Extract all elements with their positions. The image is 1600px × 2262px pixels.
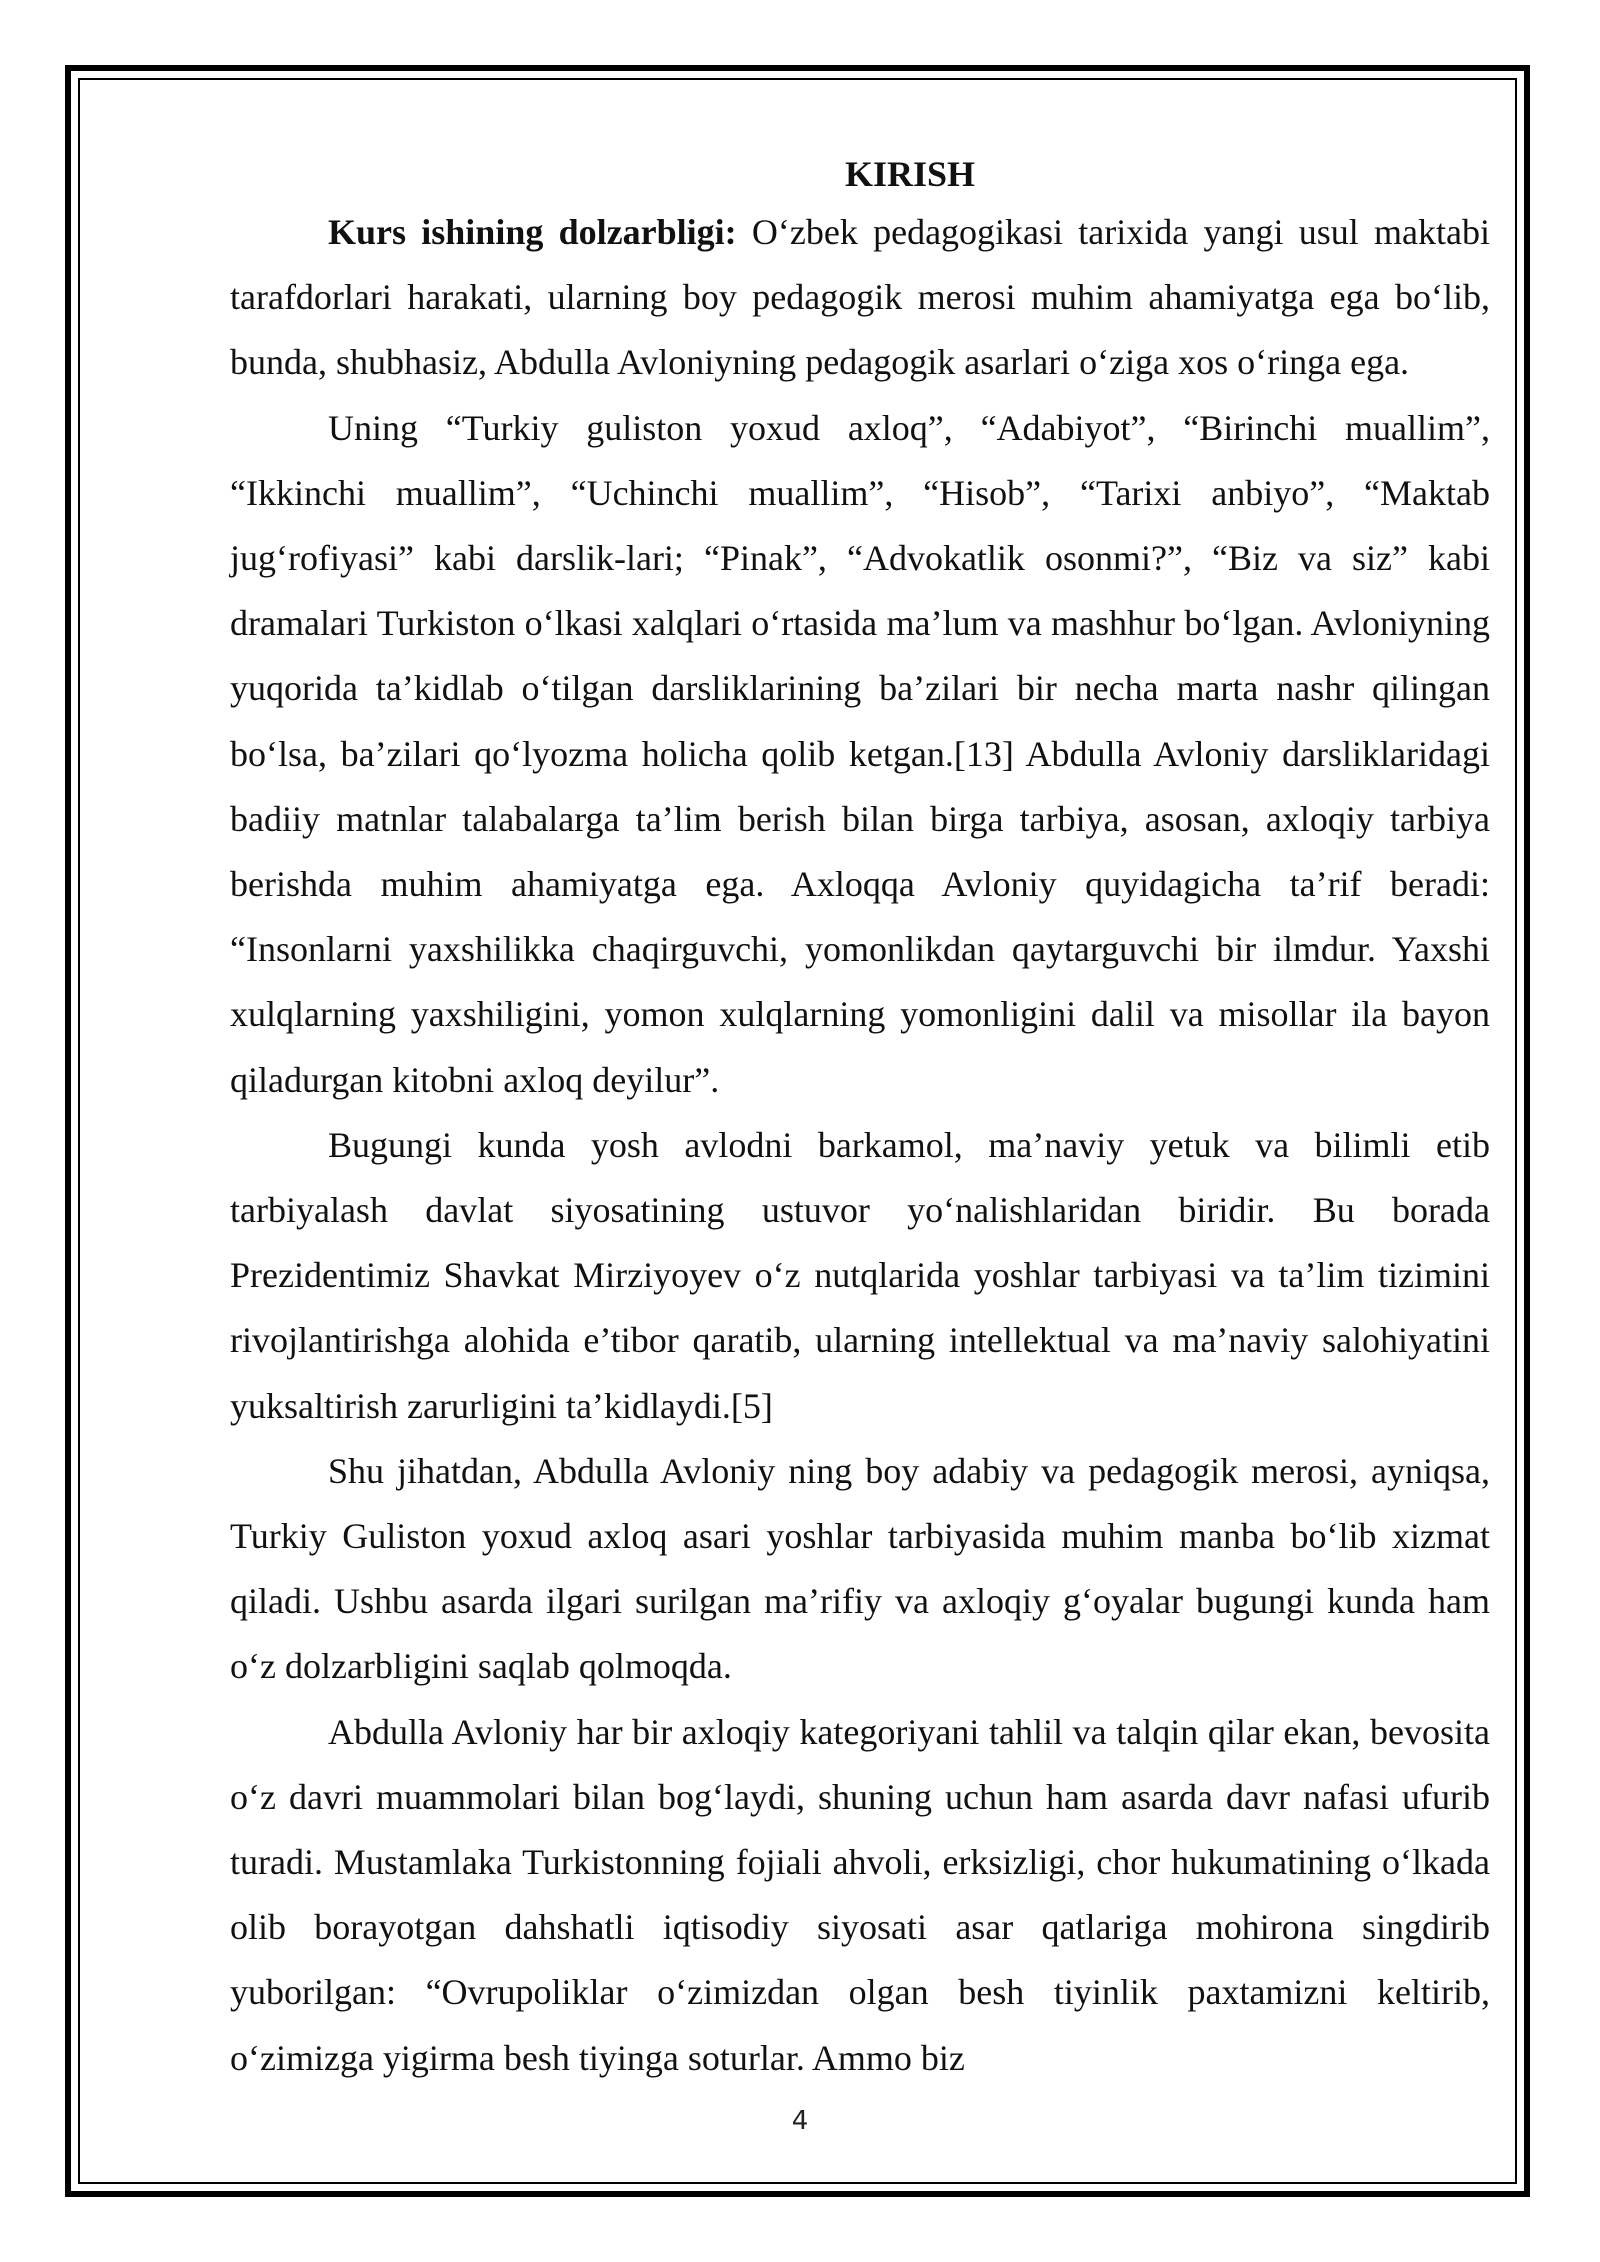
paragraph-5: Abdulla Avloniy har bir axloqiy kategoriyani tahlil va talqin qilar ekan, bevosita o‘z davri muammolari bilan bog‘laydi, shuning uchun ham asarda davr nafasi ufurib turadi. Mustamlaka Turkistonning fojiali ahvoli, erksizligi, chor hukumatining o‘lkada olib borayotgan dahshatli iqtisodiy siyosati asar qatlariga mohirona singdirib yuborilgan: “Ovrupoliklar o‘zimizdan olgan besh tiyinlik paxtamizni keltirib, o‘zimizga yigirma besh tiyinga soturlar. Ammo biz xyxy=(230,1711,1490,2078)
page-number: 4 xyxy=(791,2106,809,2136)
paragraph-4: Shu jihatdan, Abdulla Avloniy ning boy adabiy va pedagogik merosi, ayniqsa, Turkiy Guliston yoxud axloq asari yoshlar tarbiyasida muhim manba bo‘lib xizmat qiladi. Ushbu asarda ilgari surilgan ma’rifiy va axloqiy g‘oyalar bugungi kunda ham o‘z dolzarbligini saqlab qolmoqda. xyxy=(230,1450,1490,1687)
paragraph-3: Bugungi kunda yosh avlodni barkamol, ma’naviy yetuk va bilimli etib tarbiyalash davlat siyosatining ustuvor yo‘nalishlaridan biridir. Bu borada Prezidentimiz Shavkat Mirziyoyev o‘z nutqlarida yoshlar tarbiyasi va ta’lim tizimini rivojlantirishga alohida e’tibor qaratib, ularning intellektual va ma’naviy salohiyatini yuksaltirish zarurligini ta’kidlaydi.[5] xyxy=(230,1124,1490,1426)
paragraph-1-text: O‘zbek pedagogikasi tarixida yangi usul maktabi tarafdorlari harakati, ularning boy pedagogik merosi muhim ahamiyatga ega bo‘lib, bunda, shubhasiz, Abdulla Avloniyning pedagogik asarlari o‘ziga xos o‘ringa ega. xyxy=(230,212,1490,383)
document-body xyxy=(230,148,1490,2091)
paragraph-1 xyxy=(230,200,1490,396)
lead-label: Kurs ishining dolzarbligi: xyxy=(328,212,737,252)
paragraph-2: Uning “Turkiy guliston yoxud axloq”, “Adabiyot”, “Birinchi muallim”, “Ikkinchi muallim”, “Uchinchi muallim”, “Hisob”, “Tarixi anbiyo”, “Maktab jug‘rofiyasi” kabi darslik-lari; “Pinak”, “Advokatlik osonmi?”, “Biz va siz” kabi dramalari Turkiston o‘lkasi xalqlari o‘rtasida ma’lum va mashhur bo‘lgan. Avloniyning yuqorida ta’kidlab o‘tilgan darsliklarining ba’zilari bir necha marta nashr qilingan bo‘lsa, ba’zilari qo‘lyozma holicha qolib ketgan.[13] Abdulla Avloniy darsliklaridagi badiiy matnlar talabalarga ta’lim berish bilan birga tarbiya, asosan, axloqiy tarbiya berishda muhim ahamiyatga ega. Axloqqa Avloniy quyidagicha ta’rif beradi: “Insonlarni yaxshilikka chaqirguvchi, yomonlikdan qaytarguvchi bir ilmdur. Yaxshi xulqlarning yaxshiligini, yomon xulqlarning yomonligini dalil va misollar ila bayon qiladurgan kitobni axloq deyilur”. xyxy=(230,407,1490,1100)
section-heading: KIRISH xyxy=(844,154,976,194)
